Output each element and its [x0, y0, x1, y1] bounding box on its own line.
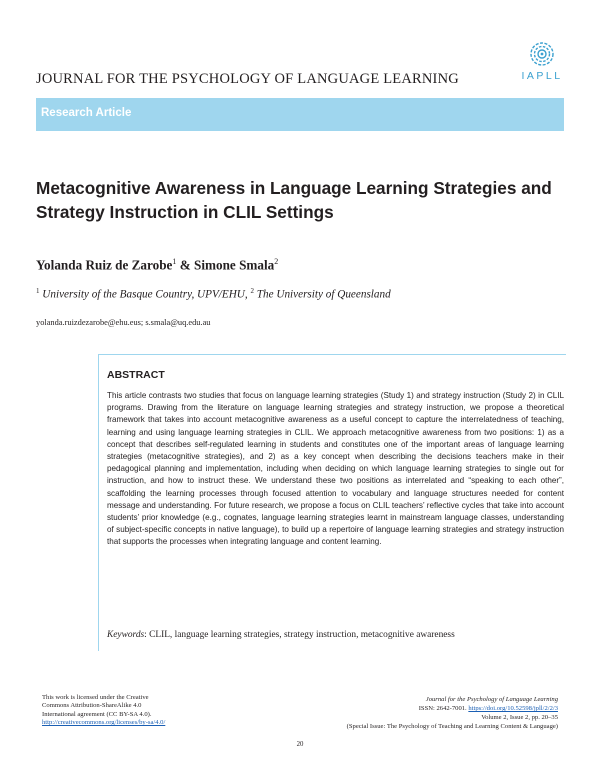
license-line: This work is licensed under the Creative — [42, 694, 149, 701]
volume-info: Volume 2, Issue 2, pp. 20–35 — [481, 714, 558, 722]
affiliations — [36, 287, 391, 301]
page-number: 20 — [296, 741, 304, 748]
affiliation-marker: 1 — [36, 287, 40, 295]
license-line: Commons Attribution-ShareAlike 4.0 — [42, 702, 142, 710]
article-title: Metacognitive Awareness in Language Learning Strategies and Strategy Instruction in CLIL Settings — [36, 178, 552, 222]
author-separator: & — [176, 257, 195, 273]
author-affiliation-marker: 2 — [274, 257, 279, 266]
author-list — [36, 257, 278, 273]
affiliation-text: The University of Queensland — [253, 288, 391, 301]
journal-info — [258, 695, 558, 731]
journal-name: Journal for the Psychology of Language Learning — [425, 696, 558, 703]
keywords-text: : CLIL, language learning strategies, strategy instruction, metacognitive awareness — [144, 630, 455, 640]
license-notice — [42, 694, 242, 728]
license-line: International agreement (CC BY-SA 4.0). — [42, 710, 152, 718]
special-issue: (Special Issue: The Psychology of Teaching and Learning Content & Language) — [346, 723, 558, 731]
affiliation-marker: 2 — [250, 287, 254, 295]
keywords — [107, 630, 455, 640]
keywords-label: Keywords — [107, 630, 145, 640]
author-name: Yolanda Ruiz de Zarobe — [36, 257, 173, 273]
journal-title: JOURNAL FOR THE PSYCHOLOGY OF LANGUAGE LEARNING — [36, 71, 459, 87]
author-affiliation-marker: 1 — [172, 257, 177, 266]
logo-text: IAPLL — [521, 70, 563, 82]
article-type-label: Research Article — [41, 107, 132, 119]
author-name: Simone Smala — [194, 257, 275, 273]
author-emails: yolanda.ruizdezarobe@ehu.eus; s.smala@uq.edu.au — [36, 318, 211, 327]
affiliation-text: University of the Basque Country, UPV/EHU, — [39, 288, 251, 301]
iapll-logo-icon — [512, 40, 572, 90]
abstract-body: This article contrasts two studies that focus on language learning strategies (Study 1) and strategy instruction (Study 2) in CLIL programs. Drawing from the literature on language learning strategies and strategy instruction, we propose a theoretical framework that takes into account metacognitive awareness as a useful concept to capture the interrelatedness of teaching, learning and using language learning strategies in CLIL. We approach metacognitive awareness from two positions: 1) as a concept that describes self-regulated learning in students and constitutes one of the important areas of language learning strategies (metacognitive strategies), and 2) as a key concept when describing the decisions teachers make in their pedagogical planning and implementation, including when deciding on which language learning strategies to single out for instruction, and how to instruct these. We understand these two positions as interrelated and “speaking to each other”, scaffolding the learning processes through focused attention to vocabulary and language structures needed for content message and understanding. For future research, we propose a focus on CLIL teachers’ reflective cycles that take into account students’ prior knowledge (e.g., cognates, language learning strategies learnt in mainstream language classes, understanding of subject-specific concepts in native language), to build up a repertoire of language learning strategies and strategy instruction that supports the processes when integrating language and content learning. — [107, 391, 564, 547]
doi-link[interactable]: https://doi.org/10.52598/jpll/2/2/3 — [468, 705, 558, 713]
license-link[interactable]: http://creativecommons.org/licenses/by-sa/4.0/ — [42, 719, 166, 727]
abstract-heading: ABSTRACT — [107, 369, 165, 381]
issn: ISSN: 2642-7001. — [418, 705, 469, 713]
